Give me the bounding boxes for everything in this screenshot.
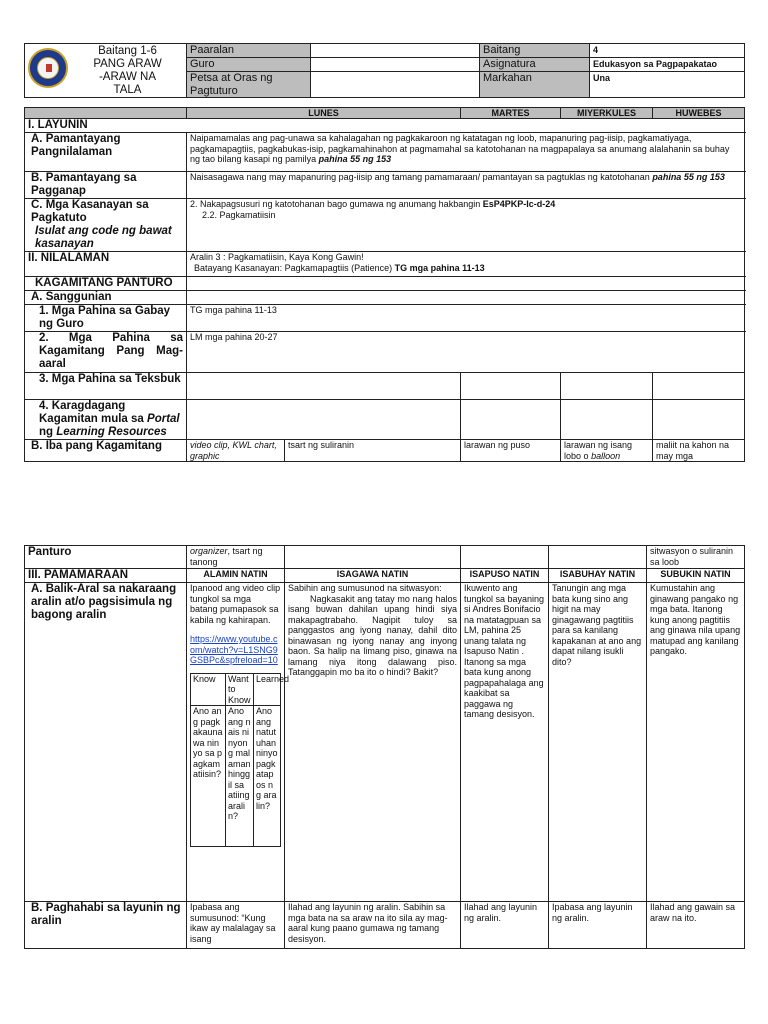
teacher-label: Guro <box>187 58 311 72</box>
balik-aral-label: A. Balik-Aral sa nakaraang aralin at/o pagsisimula ng bagong aralin <box>25 583 187 902</box>
gabay-guro-label: 1. Mga Pahina sa Gabay ng Guro <box>25 305 187 332</box>
grade-value[interactable]: 4 <box>590 44 745 58</box>
panturo-label: Panturo <box>25 546 187 569</box>
quarter-value[interactable]: Una <box>590 72 745 98</box>
kagamitang-mag-aaral-value: LM mga pahina 20-27 <box>187 332 745 373</box>
panturo-monday: organizer, tsart ng tanong <box>187 546 285 569</box>
grade-label: Baitang <box>480 44 590 58</box>
day-thursday: HUWEBES <box>653 108 745 119</box>
date-time-label: Petsa at Oras ng Pagtuturo <box>187 72 311 98</box>
section-nilalaman: II. NILALAMAN <box>25 252 187 277</box>
isapuso-cell: Ikuwento ang tungkol sa bayaning si Andres Bonifacio na matatagpuan sa LM, pahina 25 unang talata ng Isapuso Natin . Itanong sa mga bata kung anong pagpapahalaga ang kaakibat sa paggawa ng tamang desisyon. <box>461 583 549 902</box>
paghahabi-alamin: Ipabasa ang sumusunod: “Kung ikaw ay malalagay sa isang <box>187 902 285 949</box>
section-pamamaraan: III. PAMAMARAAN <box>25 569 187 583</box>
iba-pang-kagamitan-label: B. Iba pang Kagamitang <box>25 440 187 462</box>
pamantayang-pangnilalaman-label: A. Pamantayang Pangnilalaman <box>25 133 187 172</box>
day-tuesday: MARTES <box>461 108 561 119</box>
pamantayang-pangnilalaman-text: Naipamamalas ang pag-unawa sa kahalagahan ng pagkakaroon ng katatagan ng loob, mapanuring pag-iisip, pagkamatiyaga, pagkamapagtiis, pagkabukas-isip, pagkamahinahon at pagmamahal sa katotohanan na magpapalaya sa anumang alalahanin sa buhay ng tao bilang kasapi ng pamilya pahina 55 ng 153 <box>187 133 745 172</box>
kagamitang-mag-aaral-label: 2. Mga Pahina sa Kagamitang Pang Mag-aaral <box>25 332 187 373</box>
header-isabuhay: ISABUHAY NATIN <box>549 569 647 583</box>
header-table <box>24 43 745 98</box>
kwl-learned-cell: Ano ang natutuhan ninyo pagkatapos ng aralin? <box>254 706 281 847</box>
day-wednesday: MIYERKULES <box>561 108 653 119</box>
iba-kagamitan-monday: video clip, KWL chart, graphic <box>187 440 285 462</box>
gabay-guro-value: TG mga pahina 11-13 <box>187 305 745 332</box>
school-label: Paaralan <box>187 44 311 58</box>
kasanayan-text: 2. Nakapagsusuri ng katotohanan bago gumawa ng anumang hakbangin EsP4PKP-Ic-d-24 2.2. Pagkamatiisin <box>187 199 745 252</box>
teksbuk-label: 3. Mga Pahina sa Teksbuk <box>25 373 187 400</box>
kwl-know-cell: Ano ang pagkakaunawa ninyo sa pagkamatiisin? <box>191 706 226 847</box>
logo-cell <box>25 44 187 98</box>
isabuhay-cell: Tanungin ang mga bata kung sino ang higit na may ginagawang pagtitiis para sa kanilang kapakanan at ano ang dapat nilang isukli dito? <box>549 583 647 902</box>
day-monday: LUNES <box>187 108 461 119</box>
paghahabi-subukin: Ilahad ang gawain sa araw na ito. <box>647 902 745 949</box>
deped-seal-icon <box>28 48 68 88</box>
kwl-chart <box>190 673 290 848</box>
pamamaraan-table <box>24 545 745 949</box>
paghahabi-isagawa: Ilahad ang layunin ng aralin. Sabihin sa mga bata na sa araw na ito sila ay mag-aaral kung paano gumawa ng tamang desisyon. <box>285 902 461 949</box>
nilalaman-text: Aralin 3 : Pagkamatiisin, Kaya Kong Gawin! Batayang Kasanayan: Pagkamapagtiis (Patience) TG mga pahina 11-13 <box>187 252 745 277</box>
days-header-row <box>25 108 745 119</box>
video-link[interactable]: https://www.youtube.com/watch?v=L1SNG9GSBPc&spfreload=10 <box>190 634 278 665</box>
lesson-plan-table <box>24 107 745 462</box>
kwl-learned-header: Learned <box>254 673 281 706</box>
header-subukin: SUBUKIN NATIN <box>647 569 745 583</box>
pamantayang-pagganap-label: B. Pamantayang sa Pagganap <box>25 172 187 199</box>
subject-label: Asignatura <box>480 58 590 72</box>
isagawa-cell: Sabihin ang sumusunod na sitwasyon: Nagkasakit ang tatay mo nang halos isang buwan dahilan upang hindi siya makapagtrabaho. Nagipit tuloy sa panggastos ang iyong nanay, dahil dito binawasan ng iyong nanay ang inyong baon. Sa halip na limang piso, ginawa na lamang niya itong dalawang piso. Tatanggapin mo ba ito o hindi? Bakit? <box>285 583 461 902</box>
teacher-value[interactable] <box>311 58 480 72</box>
panturo-friday: sitwasyon o suliranin sa loob <box>647 546 745 569</box>
school-value[interactable] <box>311 44 480 58</box>
kwl-want-cell: Ano ang nais ninyong malaman hinggil sa atiing aralin? <box>226 706 254 847</box>
karagdagang-kagamitan-label: 4. Karagdagang Kagamitan mula sa Portal ng Learning Resources <box>25 400 187 440</box>
header-alamin: ALAMIN NATIN <box>187 569 285 583</box>
doc-title: Baitang 1-6 PANG ARAW -ARAW NA TALA <box>93 45 162 96</box>
header-isapuso: ISAPUSO NATIN <box>461 569 549 583</box>
paghahabi-label: B. Paghahabi sa layunin ng aralin <box>25 902 187 949</box>
kasanayan-label: C. Mga Kasanayan sa Pagkatuto Isulat ang code ng bawat kasanayan <box>25 199 187 252</box>
pamantayang-pagganap-text: Naisasagawa nang may mapanuring pag-iisip ang tamang pamamaraan/ pamantayan sa pagtuklas ng katotohanan pahina 55 ng 153 <box>187 172 745 199</box>
iba-kagamitan-thursday: maliit na kahon na may mga <box>653 440 745 462</box>
sanggunian-label: A. Sanggunian <box>25 291 187 305</box>
iba-kagamitan-monday-2: tsart ng suliranin <box>285 440 461 462</box>
iba-kagamitan-tuesday: larawan ng puso <box>461 440 561 462</box>
alamin-cell: Ipanood ang video clip tungkol sa mga batang pumapasok sa kabila ng kahirapan. https://www.youtube.com/watch?v=L1SNG9GSBPc&spfreload=10 Know Want to Know Learned Ano ang pagkakaunawa ninyo sa pagkamatiisin? Ano ang nais ninyong malaman hinggil sa atiing aralin? Ano ang natutuhan ninyo pagkatapos ng aralin? <box>187 583 285 902</box>
date-time-value[interactable] <box>311 72 480 98</box>
header-isagawa: ISAGAWA NATIN <box>285 569 461 583</box>
quarter-label: Markahan <box>480 72 590 98</box>
kwl-know-header: Know <box>191 673 226 706</box>
subject-value[interactable]: Edukasyon sa Pagpapakatao <box>590 58 745 72</box>
subukin-cell: Kumustahin ang ginawang pangako ng mga bata. Itanong kung anong pagtitiis ang ginawa nila upang matupad ang kanilang pangako. <box>647 583 745 902</box>
kwl-want-header: Want to Know <box>226 673 254 706</box>
section-kagamitang-panturo: KAGAMITANG PANTURO <box>25 277 187 291</box>
iba-kagamitan-wednesday: larawan ng isang lobo o balloon <box>561 440 653 462</box>
paghahabi-isapuso: Ilahad ang layunin ng aralin. <box>461 902 549 949</box>
section-layunin: I. LAYUNIN <box>25 119 745 133</box>
paghahabi-isabuhay: Ipabasa ang layunin ng aralin. <box>549 902 647 949</box>
